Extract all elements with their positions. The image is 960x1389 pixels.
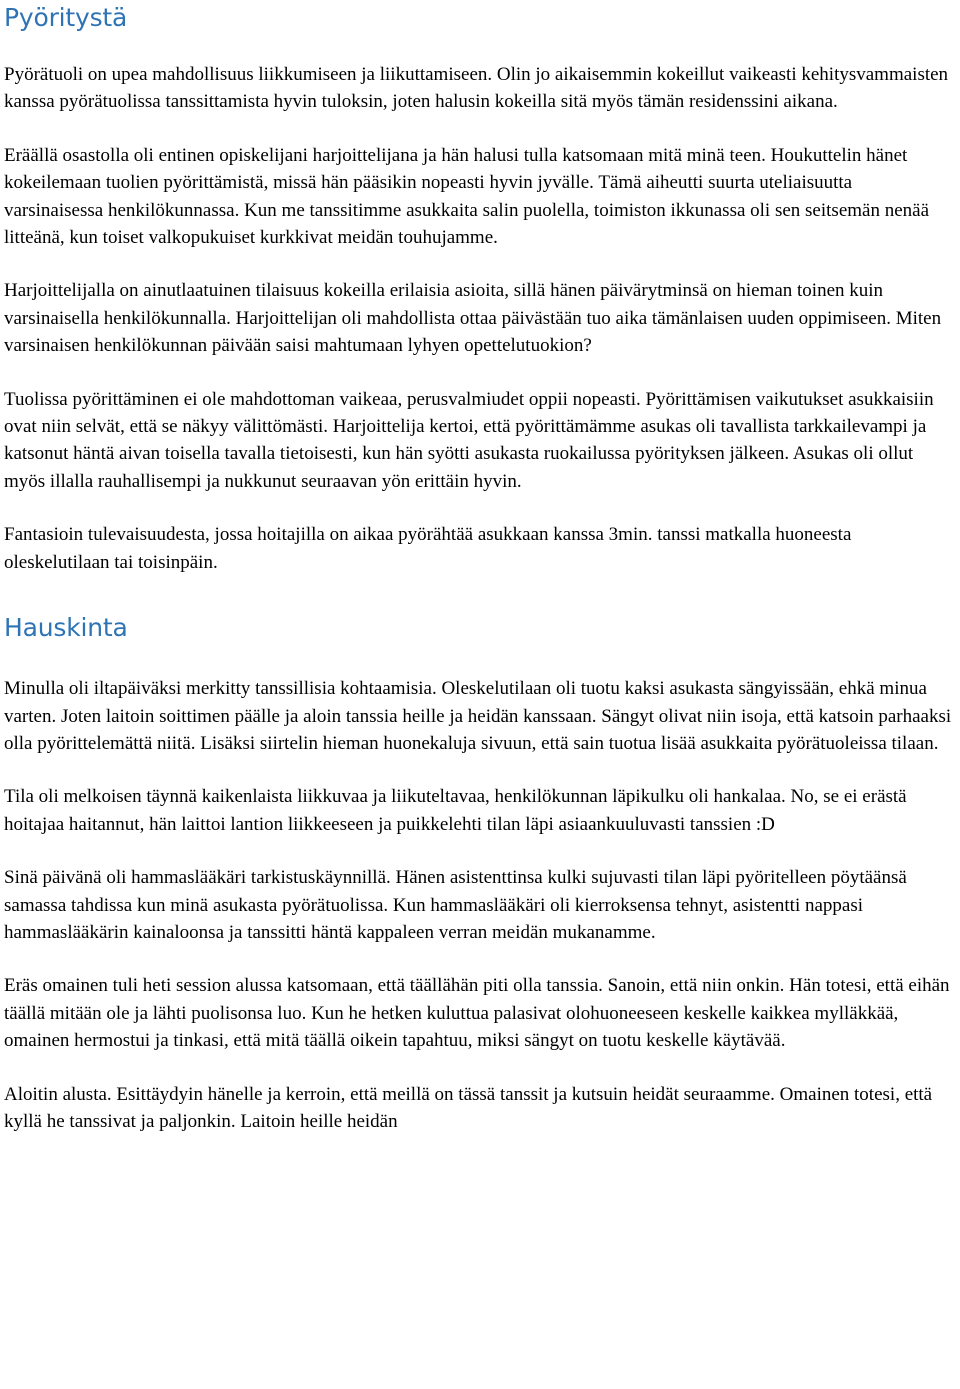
paragraph: Harjoittelijalla on ainutlaatuinen tilaisuus kokeilla erilaisia asioita, sillä hänen päivärytminsä on hieman toinen kuin varsinaisella henkilökunnalla. Harjoittelijan oli mahdollista ottaa päivästään tuo aika tämänlaisen uuden oppimiseen. Miten varsinaisen henkilökunnan päivään saisi mahtumaan lyhyen opettelutuokion?	[4, 280, 942, 357]
paragraph: Minulla oli iltapäiväksi merkitty tanssillisia kohtaamisia. Oleskelutilaan oli tuotu kaksi asukasta sängyissään, ehkä minua varten. Joten laitoin soittimen päälle ja aloin tanssia heille ja heidän kanssaan. Sängyt olivat niin isoja, että katsoin parhaaksi olla pyörittelemättä niitä. Lisäksi siirtelin hieman huonekaluja sivuun, että sain tuotua lisää asukkaita pyörätuoleissa tilaan.	[4, 678, 952, 754]
document-page	[4, 0, 954, 1135]
paragraph: Aloitin alusta. Esittäydyin hänelle ja kerroin, että meillä on tässä tanssit ja kutsuin heidät seuraamme. Omainen totesi, että kyllä he tanssivat ja paljonkin. Laitoin heille heidän	[4, 1083, 933, 1132]
section-pyoritysta	[4, 1, 954, 576]
paragraph: Tuolissa pyörittäminen ei ole mahdottoman vaikeaa, perusvalmiudet oppii nopeasti. Pyörittämisen vaikutukset asukkaisiin ovat niin selvät, että se näkyy välittömästi. Harjoittelija kertoi, että pyörittämämme asukas oli tavallista tarkkailevampi ja katsonut häntä aivan toisella tavalla tietoisesti, kun hän syötti asukasta ruokailussa pyörityksen jälkeen. Asukas oli ollut myös illalla rauhallisempi ja nukkunut seuraavan yön erittäin hyvin.	[4, 388, 934, 492]
paragraph: Pyörätuoli on upea mahdollisuus liikkumiseen ja liikuttamiseen. Olin jo aikaisemmin kokeillut vaikeasti kehitysvammaisten kanssa pyörätuolissa tanssittamista hyvin tuloksin, joten halusin kokeilla sitä myös tämän residenssini aikana.	[4, 64, 949, 113]
paragraph: Sinä päivänä oli hammaslääkäri tarkistuskäynnillä. Hänen asistenttinsa kulki sujuvasti tilan läpi pyöritelleen pöytäänsä samassa tahdissa kun minä asukasta pyörätuolissa. Kun hammaslääkäri oli kierroksensa tehnyt, asistentti nappasi hammaslääkärin kainaloonsa ja tanssitti häntä kappaleen verran meidän mukanamme.	[4, 867, 907, 943]
paragraph: Eräs omainen tuli heti session alussa katsomaan, että täällähän piti olla tanssia. Sanoin, että niin onkin. Hän totesi, että eihän täällä mitään ole ja lähti puolisonsa luo. Kun he hetken kuluttua palasivat olohuoneeseen keskelle kaikkea mylläkkää, omainen hermostui ja tinkasi, että mitä täällä oikein tapahtuu, miksi sängyt on tuotu keskelle käytävää.	[4, 975, 950, 1052]
section-heading: Hauskinta	[4, 613, 128, 643]
section-hauskinta	[4, 611, 954, 1135]
paragraph: Tila oli melkoisen täynnä kaikenlaista liikkuvaa ja liikuteltavaa, henkilökunnan läpikulku oli hankalaa. No, se ei erästä hoitajaa haitannut, hän laittoi lantion liikkeeseen ja puikkelehti tilan läpi asiaankuuluvasti tanssien :D	[4, 786, 907, 835]
paragraph: Fantasioin tulevaisuudesta, jossa hoitajilla on aikaa pyörähtää asukkaan kanssa 3min. tanssi matkalla huoneesta oleskelutilaan tai toisinpäin.	[4, 524, 852, 573]
paragraph: Eräällä osastolla oli entinen opiskelijani harjoittelijana ja hän halusi tulla katsomaan mitä minä teen. Houkuttelin hänet kokeilemaan tuolien pyörittämistä, missä hän pääsikin nopeasti hyvin jyvälle. Tämä aiheutti suurta uteliaisuutta varsinaisessa henkilökunnassa. Kun me tanssitimme asukkaita salin puolella, toimiston ikkunassa oli sen seitsemän nenää litteänä, kun toiset valkopukuiset kurkkivat meidän touhujamme.	[4, 144, 930, 249]
section-heading: Pyöritystä	[4, 3, 128, 32]
